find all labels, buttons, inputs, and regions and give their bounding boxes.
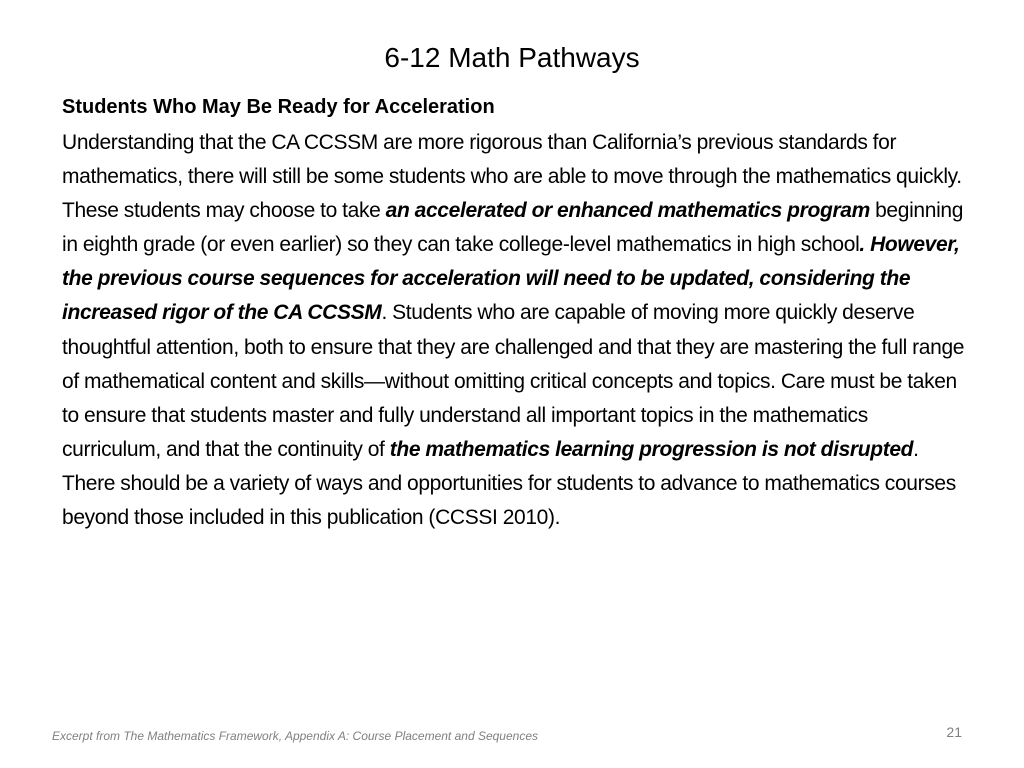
emphasis-course-sequences: . However, the previous course sequences for acceleration will need to be updated, considering the increased rigor of the CA CCSSM (62, 233, 960, 325)
footer-citation: Excerpt from The Mathematics Framework, Appendix A: Course Placement and Sequences (52, 729, 538, 743)
page-number: 21 (946, 724, 962, 740)
body-text-part-3: . Students who are capable of moving more quickly deserve thoughtful attention, both to ensure that they are challenged and that they are mastering the full range of mathematical content and skills—without omitting critical concepts and topics. Care must be taken to ensure that students master and fully understand all important topics in the mathematics curriculum, and that the continuity of (62, 301, 965, 461)
body-paragraph (62, 126, 967, 535)
slide-content (62, 92, 967, 535)
emphasis-learning-progression: the mathematics learning progression is not disrupted (389, 437, 914, 461)
slide-title: 6-12 Math Pathways (384, 42, 640, 73)
body-text-part-2: beginning in eighth grade (or even earlier) so they can take college-level mathematics in high school (62, 199, 964, 257)
section-heading: Students Who May Be Ready for Acceleration (62, 96, 495, 118)
emphasis-accelerated-program: an accelerated or enhanced mathematics program (385, 199, 870, 223)
body-text-part-4: . There should be a variety of ways and opportunities for students to advance to mathematics courses beyond those included in this publication (CCSSI 2010). (62, 437, 956, 530)
body-text-part-1: Understanding that the CA CCSSM are more rigorous than California’s previous standards for mathematics, there will still be some students who are able to move through the mathematics quickly. These students may choose to take (62, 131, 962, 223)
